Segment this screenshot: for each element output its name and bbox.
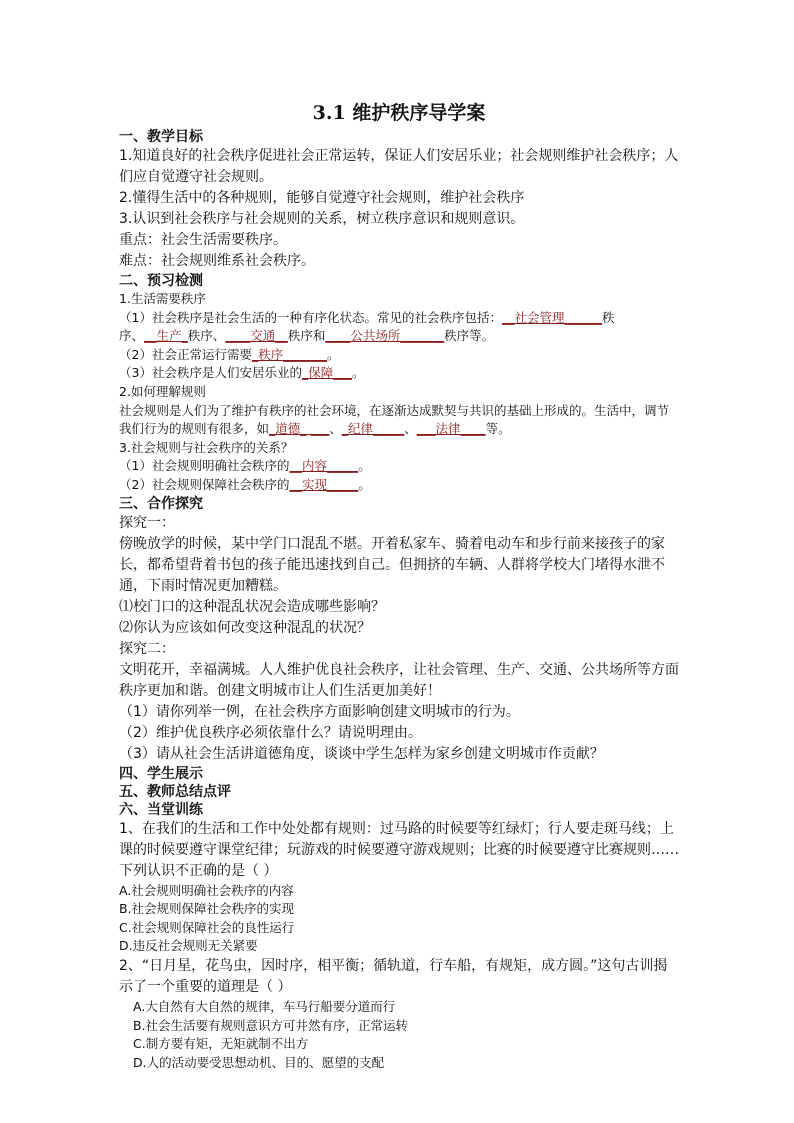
practice-q1-option-b: B.社会规则保障社会秩序的实现 <box>119 901 295 917</box>
answer-shixian: __实现_____ <box>289 476 359 492</box>
preview-q2-text <box>119 402 679 439</box>
section-heading-goals: 一、教学目标 <box>119 129 203 145</box>
goal-3: 3.认识到社会秩序与社会规则的关系，树立秩序意识和规则意识。 <box>119 211 525 227</box>
text: （1）社会规则明确社会秩序的 <box>119 458 290 474</box>
preview-q1-line2 <box>119 327 679 346</box>
section-heading-explore: 三、合作探究 <box>119 495 203 512</box>
practice-q2-option-d: D.人的活动要受思想动机、目的、愿望的支配 <box>133 1054 385 1070</box>
practice-q1-option-c: C.社会规则保障社会的良性运行 <box>119 919 295 935</box>
answer-jilv: _纪律_____ <box>341 421 405 437</box>
preview-q1-title: 1.生活需要秩序 <box>119 291 206 306</box>
text: 等。 <box>485 421 511 437</box>
goal-1: 1.知道良好的社会秩序促进社会正常运转，保证人们安居乐业；社会规则维护社会秩序；人们应自觉遵守社会规则。 <box>119 148 679 185</box>
preview-q1-line1 <box>119 309 679 328</box>
text: 秩序、 <box>187 328 226 344</box>
difficult-point: 难点：社会规则维系社会秩序。 <box>119 253 315 269</box>
practice-q1-stem: 1、在我们的生活和工作中处处都有规则：过马路的时候要等红绿灯；行人要走斑马线；上课的时候要遵守课堂纪律；玩游戏的时候要遵守游戏规则；比赛的时候要遵守比赛规则……下列认识不正确的是（ ） <box>119 820 679 879</box>
text: 秩序和 <box>287 328 326 344</box>
explore-2-q3: （3）请从社会生活讲道德角度，谈谈中学生怎样为家乡创建文明城市作贡献？ <box>119 745 604 762</box>
answer-daode: _道德_ ___ <box>269 421 330 437</box>
explore-2-title: 探究二： <box>119 640 175 657</box>
preview-q3-line1 <box>119 457 679 476</box>
explore-2-q2: （2）维护优良秩序必须依靠什么？请说明理由。 <box>119 724 422 741</box>
key-point: 重点：社会生活需要秩序。 <box>119 232 287 248</box>
explore-1-q2: ⑵你认为应该如何改变这种混乱的状况？ <box>119 619 371 636</box>
text: 。 <box>326 346 340 362</box>
goal-2: 2.懂得生活中的各种规则，能够自觉遵守社会规则，维护社会秩序 <box>119 190 525 206</box>
answer-zhixu: _秩序_______ <box>251 346 327 362</box>
preview-q2-title: 2.如何理解规则 <box>119 383 206 399</box>
answer-neirong: __内容_____ <box>289 458 359 474</box>
answer-shengchan: __生产_ <box>144 328 188 344</box>
text: 秩序等。 <box>444 328 495 344</box>
section-heading-preview: 二、预习检测 <box>119 273 203 289</box>
text: 。 <box>358 476 371 492</box>
preview-q1-line3 <box>119 346 679 365</box>
answer-jiaotong: ____交通__ <box>225 328 288 344</box>
explore-2-q1: （1）请你列举一例，在社会秩序方面影响创建文明城市的行为。 <box>119 703 520 720</box>
text: （1）社会秩序是社会生活的一种有序化状态。常见的社会秩序包括： <box>119 309 502 325</box>
practice-q2-option-c: C.制方要有矩，无矩就制不出方 <box>133 1036 309 1052</box>
explore-2-text: 文明花开，幸福满城。人人维护优良社会秩序，让社会管理、生产、交通、公共场所等方面秩序更加和谐。创建文明城市让人们生活更加美好！ <box>119 661 679 699</box>
answer-gonggongchangsuo: ____公共场所_______ <box>325 328 445 344</box>
text: 。 <box>351 365 365 381</box>
text: 序、 <box>119 328 145 344</box>
text: 、 <box>329 421 342 437</box>
text: 社会规则是人们为了维护有秩序的社会环境，在逐渐达成默契与共识的基础上形成的。生活中，调节我们行为的规则有很多，如 <box>119 402 670 437</box>
text: （2）社会正常运行需要 <box>119 346 252 362</box>
section-heading-practice: 六、当堂训练 <box>119 801 203 818</box>
preview-q1-line4 <box>119 364 679 383</box>
section-heading-show: 四、学生展示 <box>119 765 203 782</box>
text: （2）社会规则保障社会秩序的 <box>119 476 290 492</box>
explore-1-text: 傍晚放学的时候，某中学门口混乱不堪。开着私家车、骑着电动车和步行前来接孩子的家长，都希望背着书包的孩子能迅速找到自己。但拥挤的车辆、人群将学校大门堵得水泄不通，下雨时情况更加糟糕。 <box>119 535 665 594</box>
preview-q3-title: 3.社会规则与社会秩序的关系？ <box>119 439 294 455</box>
preview-q3-line2 <box>119 476 679 495</box>
section-heading-summary: 五、教师总结点评 <box>119 783 231 800</box>
text: 。 <box>358 458 371 474</box>
explore-1-q1: ⑴校门口的这种混乱状况会造成哪些影响？ <box>119 598 385 615</box>
practice-q1-option-a: A.社会规则明确社会秩序的内容 <box>119 882 294 898</box>
document-page <box>119 98 679 1072</box>
practice-q1-option-d: D.违反社会规则无关紧要 <box>119 938 258 954</box>
practice-q2-stem: 2、“日月星，花鸟虫，因时序，相平衡；循轨道，行车船，有规矩，成方圆。”这句古训揭示了一个重要的道理是（ ） <box>119 957 668 995</box>
answer-shehuiguanli: __社会管理______ <box>501 309 602 325</box>
text: 、 <box>404 421 417 437</box>
document-title: 3.1 维护秩序导学案 <box>312 102 486 124</box>
explore-1-title: 探究一： <box>119 514 175 531</box>
answer-baozhang: _保障___ <box>301 365 352 381</box>
text: （3）社会秩序是人们安居乐业的 <box>119 365 302 381</box>
practice-q2-option-b: B.社会生活要有规则意识方可井然有序，正常运转 <box>133 1017 409 1033</box>
text: 秩 <box>601 309 615 325</box>
answer-falv: ___法律____ <box>416 421 486 437</box>
practice-q2-option-a: A.大自然有大自然的规律，车马行船要分道而行 <box>133 998 396 1014</box>
